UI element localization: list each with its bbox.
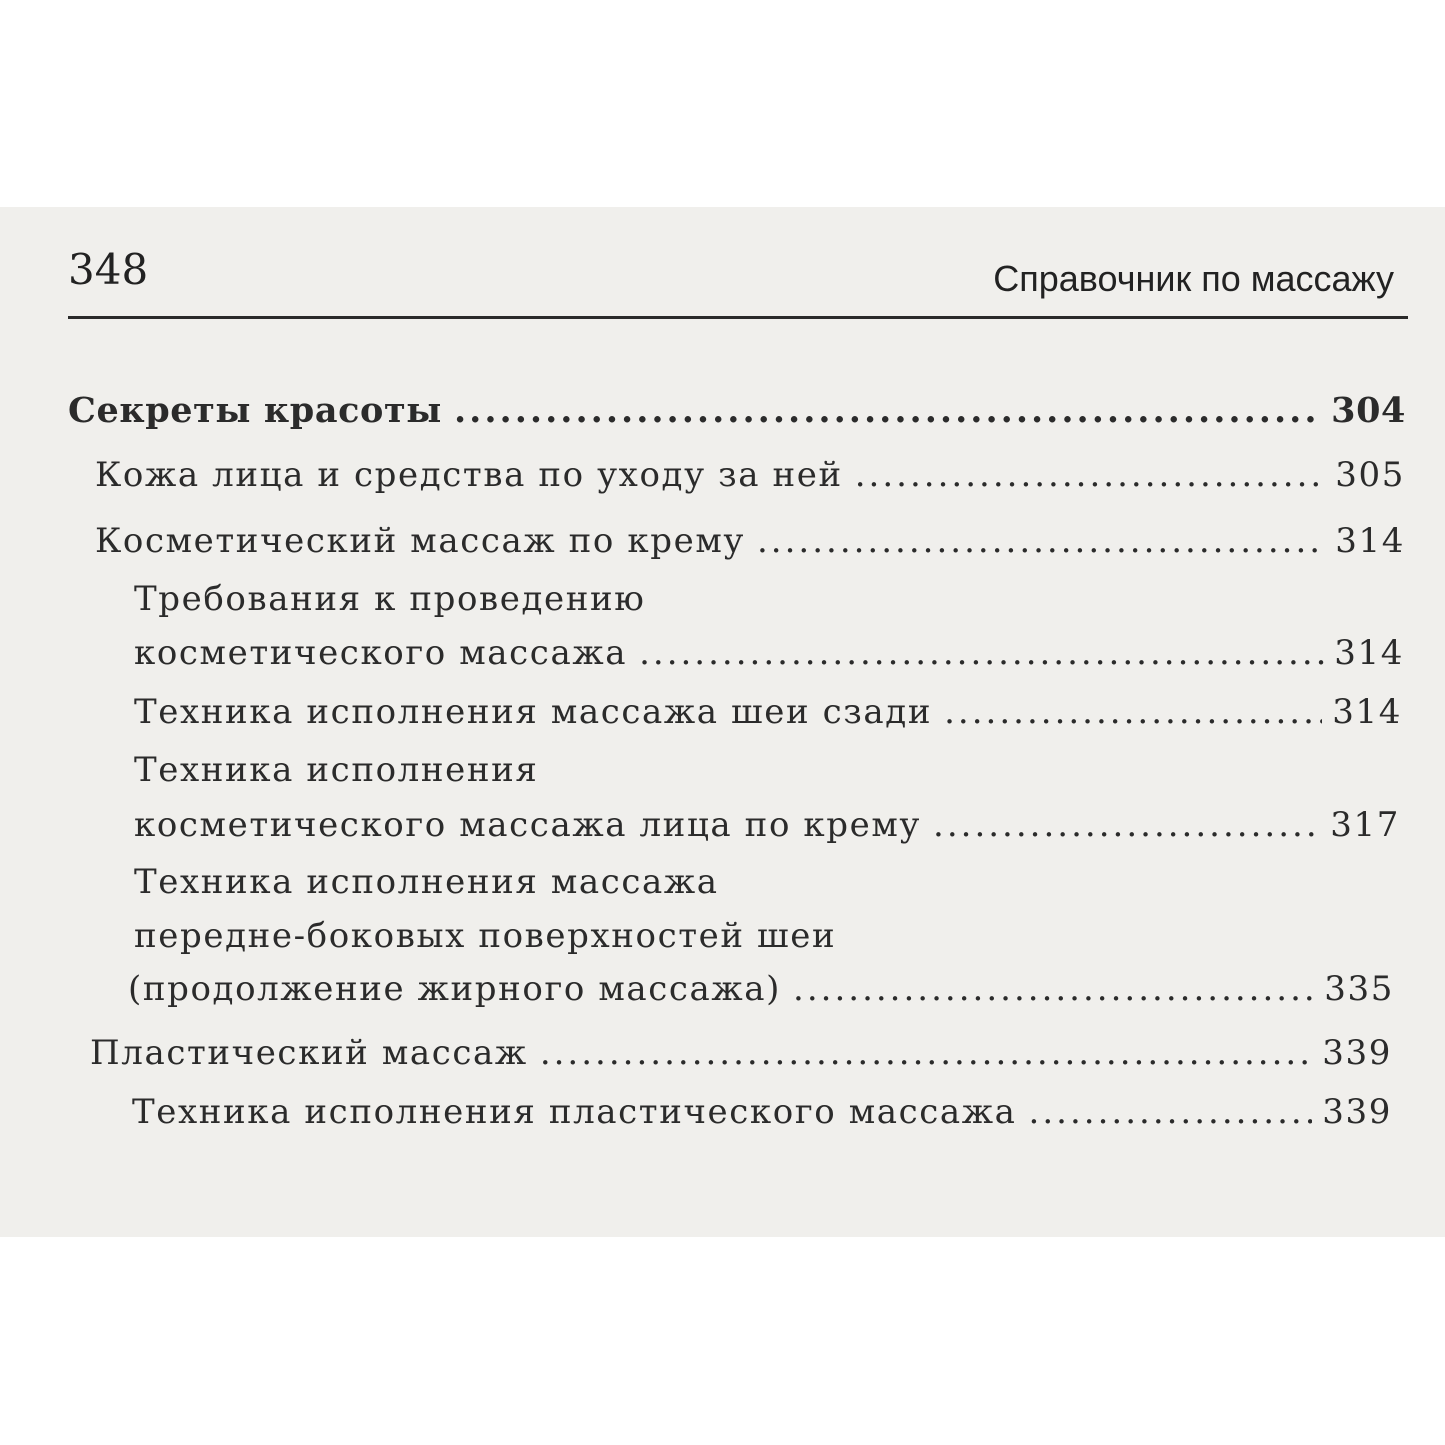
toc-entry-page: 314 (1332, 692, 1402, 732)
running-title: Справочник по массажу (993, 258, 1394, 299)
toc-entry-page: 314 (1335, 521, 1405, 561)
toc-entry-title: Техника исполнения массажа (134, 862, 719, 902)
toc-entry-page: 304 (1331, 390, 1406, 431)
toc-entry-title: Косметический массаж по крему (95, 521, 745, 561)
toc-entry-page: 317 (1330, 805, 1400, 845)
toc-entry-page: 335 (1324, 969, 1394, 1009)
toc-entry-continued (134, 853, 1398, 911)
toc-entry-continued (134, 907, 1398, 965)
toc-entry-continued (134, 570, 1404, 628)
toc-entry (128, 960, 1394, 1018)
toc-entry-title: Секреты красоты (68, 390, 442, 431)
toc-entry-page: 339 (1322, 1033, 1392, 1073)
dot-leader (855, 446, 1326, 504)
toc-entry-title: Техника исполнения массажа шеи сзади (134, 692, 933, 732)
toc-entry-page: 339 (1322, 1092, 1392, 1132)
toc-entry-page: 305 (1335, 455, 1405, 495)
toc-entry (134, 683, 1402, 741)
toc-entry-title: передне-боковых поверхностей шеи (134, 916, 837, 956)
dot-leader (944, 683, 1322, 741)
dot-leader (1029, 1083, 1313, 1141)
dot-leader (639, 624, 1324, 682)
toc-entry-title: Кожа лица и средства по уходу за ней (95, 455, 843, 495)
dot-leader (757, 512, 1325, 570)
page-number: 348 (68, 245, 149, 294)
dot-leader (540, 1024, 1312, 1082)
toc-entry-title: косметического массажа лица по крему (134, 805, 922, 845)
toc-entry (90, 1024, 1392, 1082)
toc-entry (134, 796, 1400, 854)
dot-leader (454, 382, 1321, 440)
toc-entry-title: (продолжение жирного массажа) (128, 969, 782, 1009)
toc-entry-title: Техника исполнения (134, 750, 539, 790)
toc-entry-continued (134, 741, 1400, 799)
toc-entry (134, 624, 1404, 682)
dot-leader (793, 960, 1314, 1018)
toc-entry-title: Техника исполнения пластического массажа (132, 1092, 1017, 1132)
toc-entry (68, 382, 1406, 440)
toc-entry (95, 446, 1405, 504)
toc-entry-title: Требования к проведению (134, 579, 646, 619)
toc-entry-title: Пластический массаж (90, 1033, 528, 1073)
toc-entry-title: косметического массажа (134, 633, 628, 673)
dot-leader (933, 796, 1320, 854)
toc-entry (95, 512, 1405, 570)
toc-entry-page: 314 (1334, 633, 1404, 673)
toc-entry (132, 1083, 1392, 1141)
